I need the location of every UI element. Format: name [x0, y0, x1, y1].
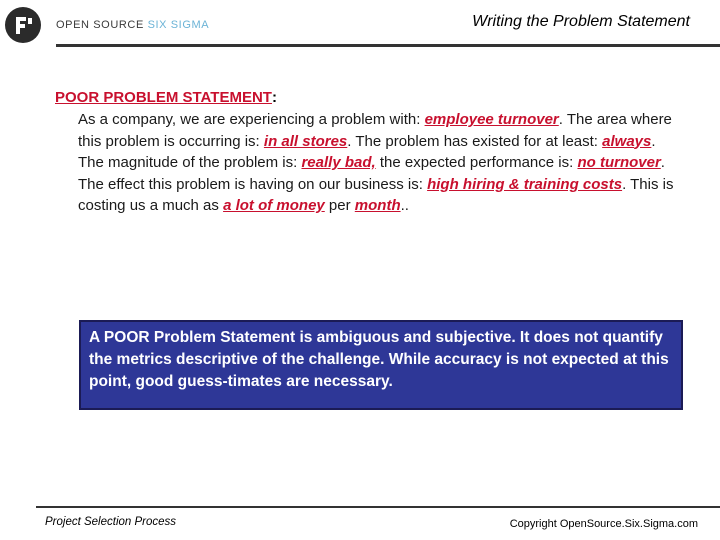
fill-period: month: [354, 197, 401, 214]
footer-copyright: Copyright OpenSource.Six.Sigma.com: [509, 518, 698, 530]
fill-area: in all stores: [263, 132, 348, 150]
note-box: A POOR Problem Statement is ambiguous and subjective. It does not quantify the metrics descriptive of the challenge. While accuracy is not expected at this point, good guess-timates are necessary.: [79, 320, 683, 410]
logo-wordmark: OPEN SOURCE SIX SIGMA: [56, 19, 210, 31]
footer-section-label: Project Selection Process: [45, 516, 177, 528]
statement-body: As a company, we are experiencing a problem with: employee turnover. The area where this problem is occurring is: in all stores. The problem has existed for at least: always. The magnitude of the problem is: really bad, the expected performance is: no turnover. The effect this problem is having on our business is: high hiring & training costs. This is costing us a much as a lot of money per month..: [78, 111, 674, 214]
fill-problem: employee turnover: [424, 111, 559, 128]
footer-divider: [36, 506, 720, 508]
fill-expected: no turnover: [577, 154, 661, 171]
logo: [4, 4, 210, 44]
fill-effect: high hiring & training costs: [427, 175, 623, 193]
fill-duration: always: [602, 132, 652, 150]
fill-cost: a lot of money: [223, 197, 325, 214]
fill-magnitude: really bad,: [301, 154, 376, 171]
logo-mark-icon: [4, 6, 42, 44]
page-title: Writing the Problem Statement: [472, 13, 690, 30]
header-divider: [56, 44, 720, 47]
problem-statement: [55, 89, 685, 217]
statement-heading: POOR PROBLEM STATEMENT:: [55, 89, 277, 106]
